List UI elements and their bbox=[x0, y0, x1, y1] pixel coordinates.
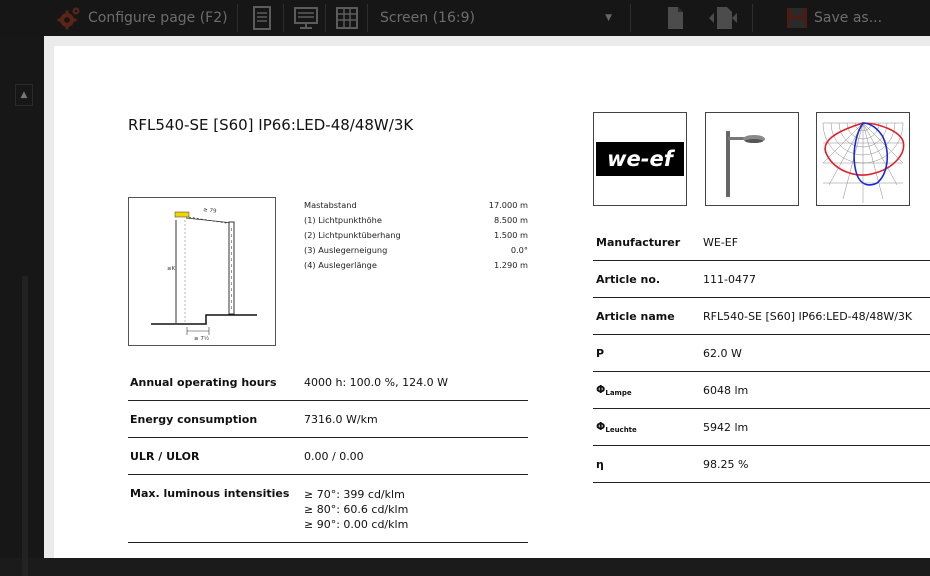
toolbar-divider bbox=[630, 4, 631, 32]
page-portrait-button[interactable] bbox=[252, 0, 272, 36]
energy-row-operating-hours bbox=[128, 364, 528, 401]
param-label: (1) Lichtpunkthöhe bbox=[304, 215, 382, 226]
page-portrait-icon bbox=[252, 6, 272, 30]
save-as-label: Save as... bbox=[814, 10, 883, 26]
product-value: 98.25 % bbox=[703, 457, 749, 471]
diagram-label-left: ≥K bbox=[167, 266, 176, 272]
product-table bbox=[593, 224, 930, 483]
polar-diagram-drawing bbox=[817, 113, 909, 205]
product-value: 111-0477 bbox=[703, 272, 756, 286]
table-view-button[interactable] bbox=[335, 0, 359, 36]
product-row-phi-lamp bbox=[593, 372, 930, 409]
param-row bbox=[304, 198, 528, 213]
save-icon bbox=[786, 7, 808, 29]
phi-symbol: Φ bbox=[596, 420, 606, 433]
product-value: 62.0 W bbox=[703, 346, 742, 360]
toolbar-divider bbox=[752, 4, 753, 32]
save-as-button[interactable] bbox=[786, 0, 882, 36]
product-row-phi-luminaire bbox=[593, 409, 930, 446]
left-scrollbar[interactable] bbox=[22, 276, 28, 576]
param-value: 8.500 m bbox=[493, 215, 528, 226]
toolbar-divider bbox=[367, 4, 368, 32]
screen-view-button[interactable] bbox=[293, 0, 319, 36]
energy-value: 0.00 / 0.00 bbox=[304, 449, 364, 463]
energy-key: Energy consumption bbox=[130, 412, 258, 426]
product-value: RFL540-SE [S60] IP66:LED-48/48W/3K bbox=[703, 309, 913, 323]
energy-value: 7316.0 W/km bbox=[304, 412, 378, 426]
energy-row-ulr bbox=[128, 438, 528, 475]
phi-subscript: Lampe bbox=[605, 389, 632, 397]
screen-icon bbox=[293, 6, 319, 30]
energy-key: Max. luminous intensities bbox=[130, 487, 290, 500]
product-row-efficiency bbox=[593, 446, 930, 483]
param-value: 1.290 m bbox=[493, 259, 528, 270]
pole-geometry-drawing bbox=[129, 198, 275, 345]
pole-geometry-diagram bbox=[128, 197, 276, 346]
energy-row-max-intensities bbox=[128, 475, 528, 543]
param-label: Mastabstand bbox=[304, 200, 357, 211]
insert-page-icon bbox=[708, 6, 738, 30]
polar-diagram bbox=[816, 112, 910, 206]
product-key: Article name bbox=[596, 309, 675, 323]
left-panel bbox=[0, 36, 44, 558]
luminaire-image bbox=[705, 112, 799, 206]
table-icon bbox=[335, 6, 359, 30]
param-row bbox=[304, 213, 528, 228]
configure-page-button[interactable] bbox=[56, 0, 228, 36]
energy-value-lines bbox=[304, 487, 528, 532]
product-row-manufacturer bbox=[593, 224, 930, 261]
param-row bbox=[304, 228, 528, 243]
toolbar-divider bbox=[325, 4, 326, 32]
product-key: Manufacturer bbox=[596, 235, 681, 249]
energy-key: ULR / ULOR bbox=[130, 449, 200, 463]
product-key: Article no. bbox=[596, 272, 661, 286]
collapse-button[interactable] bbox=[15, 84, 33, 106]
energy-key: Annual operating hours bbox=[130, 375, 277, 389]
param-label: (2) Lichtpunktüberhang bbox=[304, 229, 401, 240]
param-value: 1.500 m bbox=[493, 229, 528, 240]
intensity-line: ≥ 90°: 0.00 cd/klm bbox=[304, 518, 409, 531]
new-page-button[interactable] bbox=[666, 0, 684, 36]
product-row-power bbox=[593, 335, 930, 372]
logo-text: we-ef bbox=[607, 147, 673, 171]
gear-icon bbox=[56, 5, 82, 31]
product-value: WE-EF bbox=[703, 235, 739, 249]
page-title: RFL540-SE [S60] IP66:LED-48/48W/3K bbox=[128, 116, 414, 134]
product-key bbox=[593, 420, 703, 434]
diagram-label-top: ≥ 79 bbox=[202, 207, 217, 215]
pole-parameters bbox=[304, 198, 528, 272]
new-page-icon bbox=[666, 6, 684, 30]
energy-value: 4000 h: 100.0 %, 124.0 W bbox=[304, 375, 448, 389]
param-label: (3) Auslegerneigung bbox=[304, 244, 388, 255]
product-value: 5942 lm bbox=[703, 420, 749, 434]
product-row-article-no bbox=[593, 261, 930, 298]
param-value: 0.0° bbox=[510, 244, 528, 255]
energy-table bbox=[128, 364, 528, 543]
product-key: P bbox=[596, 346, 605, 360]
intensity-line: ≥ 70°: 399 cd/klm bbox=[304, 488, 405, 501]
param-row bbox=[304, 257, 528, 272]
luminaire-icon bbox=[706, 113, 798, 205]
screen-format-select[interactable] bbox=[380, 0, 620, 36]
toolbar-divider bbox=[283, 4, 284, 32]
logo-band bbox=[596, 142, 684, 176]
param-row bbox=[304, 242, 528, 257]
toolbar bbox=[0, 0, 930, 36]
intensity-line: ≥ 80°: 60.6 cd/klm bbox=[304, 503, 409, 516]
screen-format-value: Screen (16:9) bbox=[380, 10, 475, 26]
phi-subscript: Leuchte bbox=[605, 426, 637, 434]
collapse-arrow-icon: ▲ bbox=[20, 90, 28, 100]
param-label: (4) Auslegerlänge bbox=[304, 259, 377, 270]
manufacturer-logo bbox=[593, 112, 687, 206]
product-key: η bbox=[596, 457, 604, 471]
configure-page-label: Configure page (F2) bbox=[88, 10, 228, 26]
param-value: 17.000 m bbox=[488, 200, 528, 211]
dropdown-arrow-icon: ▼ bbox=[605, 13, 612, 23]
toolbar-divider bbox=[237, 4, 238, 32]
energy-row-consumption bbox=[128, 401, 528, 438]
product-key bbox=[593, 383, 703, 397]
product-value: 6048 lm bbox=[703, 383, 749, 397]
product-row-article-name bbox=[593, 298, 930, 335]
phi-symbol: Φ bbox=[596, 383, 606, 396]
diagram-label-bottom: ≥ 7½ bbox=[194, 336, 210, 342]
insert-page-button[interactable] bbox=[708, 0, 738, 36]
